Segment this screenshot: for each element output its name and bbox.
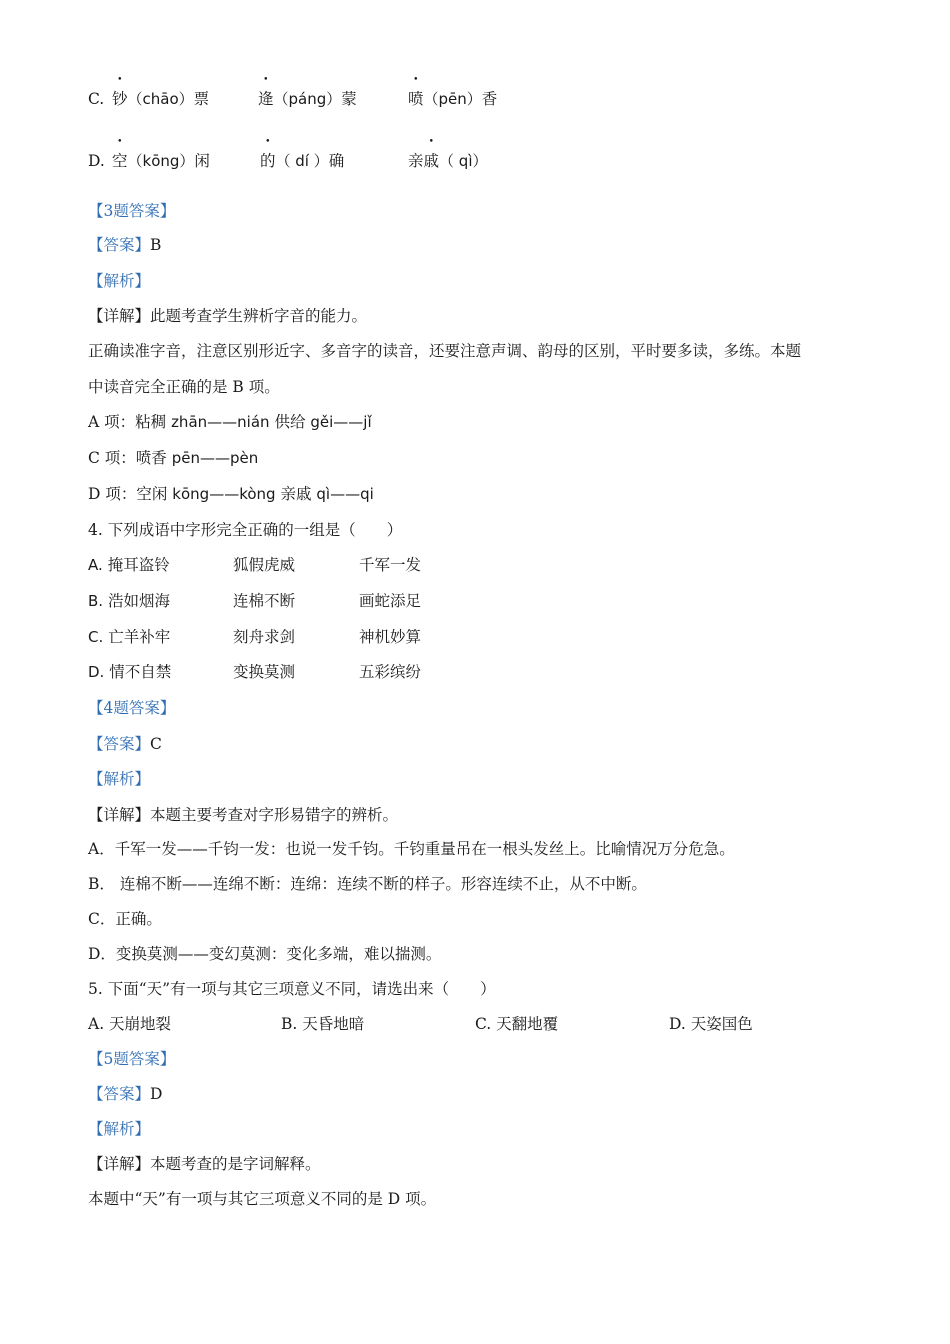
q3-line-a: A 项：粘稠 zhān——nián 供给 gěi——jǐ <box>88 413 372 431</box>
q5-option-b: B. 天昏地暗 <box>281 1015 365 1033</box>
q3-option-d-item-2: 的（ dí ）确 <box>260 152 345 170</box>
q5-option-c: C. 天翻地覆 <box>475 1015 559 1033</box>
option-letter: D. <box>88 152 105 170</box>
q3-paragraph-2: 中读音完全正确的是 B 项。 <box>88 378 280 396</box>
q5-option-a: A. 天崩地裂 <box>88 1015 172 1033</box>
q4-option-c-c: 神机妙算 <box>359 628 422 646</box>
q4-detail: 【详解】本题主要考查对字形易错字的辨析。 <box>88 806 399 824</box>
q4-explanation-d: D．变换莫测——变幻莫测：变化多端，难以揣测。 <box>88 945 442 963</box>
q4-option-b-b: 连棉不断 <box>233 592 296 610</box>
q3-detail: 【详解】此题考查学生辨析字音的能力。 <box>88 307 368 325</box>
option-letter: C. <box>88 90 105 108</box>
q4-answer-header: 【4题答案】 <box>88 699 176 717</box>
q5-paragraph: 本题中“天”有一项与其它三项意义不同的是 D 项。 <box>88 1190 437 1208</box>
q3-analysis-tag: 【解析】 <box>88 272 151 290</box>
q4-option-a-b: 狐假虎威 <box>233 556 296 574</box>
q3-option-c <box>88 88 104 110</box>
q3-answer: 【答案】B <box>88 236 162 254</box>
q4-option-b: B. 浩如烟海 <box>88 592 171 610</box>
q4-explanation-c: C．正确。 <box>88 910 162 928</box>
q4-option-a-c: 千军一发 <box>359 556 422 574</box>
q3-option-d <box>88 150 105 172</box>
q4-option-d-c: 五彩缤纷 <box>359 663 422 681</box>
q3-option-c-item-3: 喷（pēn）香 <box>408 90 498 108</box>
q4-analysis-tag: 【解析】 <box>88 770 151 788</box>
q4-option-c: C. 亡羊补牢 <box>88 628 171 646</box>
q4-option-c-b: 刻舟求剑 <box>233 628 296 646</box>
q4-answer: 【答案】C <box>88 735 162 753</box>
q3-option-c-item-2: 逄（páng）蒙 <box>258 90 357 108</box>
q3-option-d-item-1: 空（kōng）闲 <box>112 152 210 170</box>
q4-option-a: A. 掩耳盗铃 <box>88 556 170 574</box>
q5-question: 5. 下面“天”有一项与其它三项意义不同，请选出来（ ） <box>88 980 496 998</box>
q4-question: 4. 下列成语中字形完全正确的一组是（ ） <box>88 521 403 539</box>
q4-option-d: D. 情不自禁 <box>88 663 172 681</box>
q5-analysis-tag: 【解析】 <box>88 1120 151 1138</box>
q4-option-b-c: 画蛇添足 <box>359 592 422 610</box>
q3-paragraph-1: 正确读准字音，注意区别形近字、多音字的读音，还要注意声调、韵母的区别，平时要多读，多练。本题 <box>88 342 802 360</box>
q3-option-d-item-3: 亲戚（ qì） <box>408 152 488 170</box>
q3-line-c: C 项：喷香 pēn——pèn <box>88 449 259 467</box>
q4-option-d-b: 变换莫测 <box>233 663 296 681</box>
q4-explanation-a: A．千军一发——千钧一发：也说一发千钧。千钧重量吊在一根头发丝上。比喻情况万分危急。 <box>88 840 735 858</box>
q5-answer: 【答案】D <box>88 1085 163 1103</box>
q3-option-c-item-1: 钞（chāo）票 <box>112 90 210 108</box>
q5-answer-header: 【5题答案】 <box>88 1050 176 1068</box>
q5-detail: 【详解】本题考查的是字词解释。 <box>88 1155 321 1173</box>
q3-line-d: D 项：空闲 kōng——kòng 亲戚 qì——qi <box>88 485 374 503</box>
q5-option-d: D. 天姿国色 <box>669 1015 753 1033</box>
q4-explanation-b: B． 连棉不断——连绵不断：连绵：连续不断的样子。形容连续不止，从不中断。 <box>88 875 647 893</box>
q3-answer-header: 【3题答案】 <box>88 202 176 220</box>
